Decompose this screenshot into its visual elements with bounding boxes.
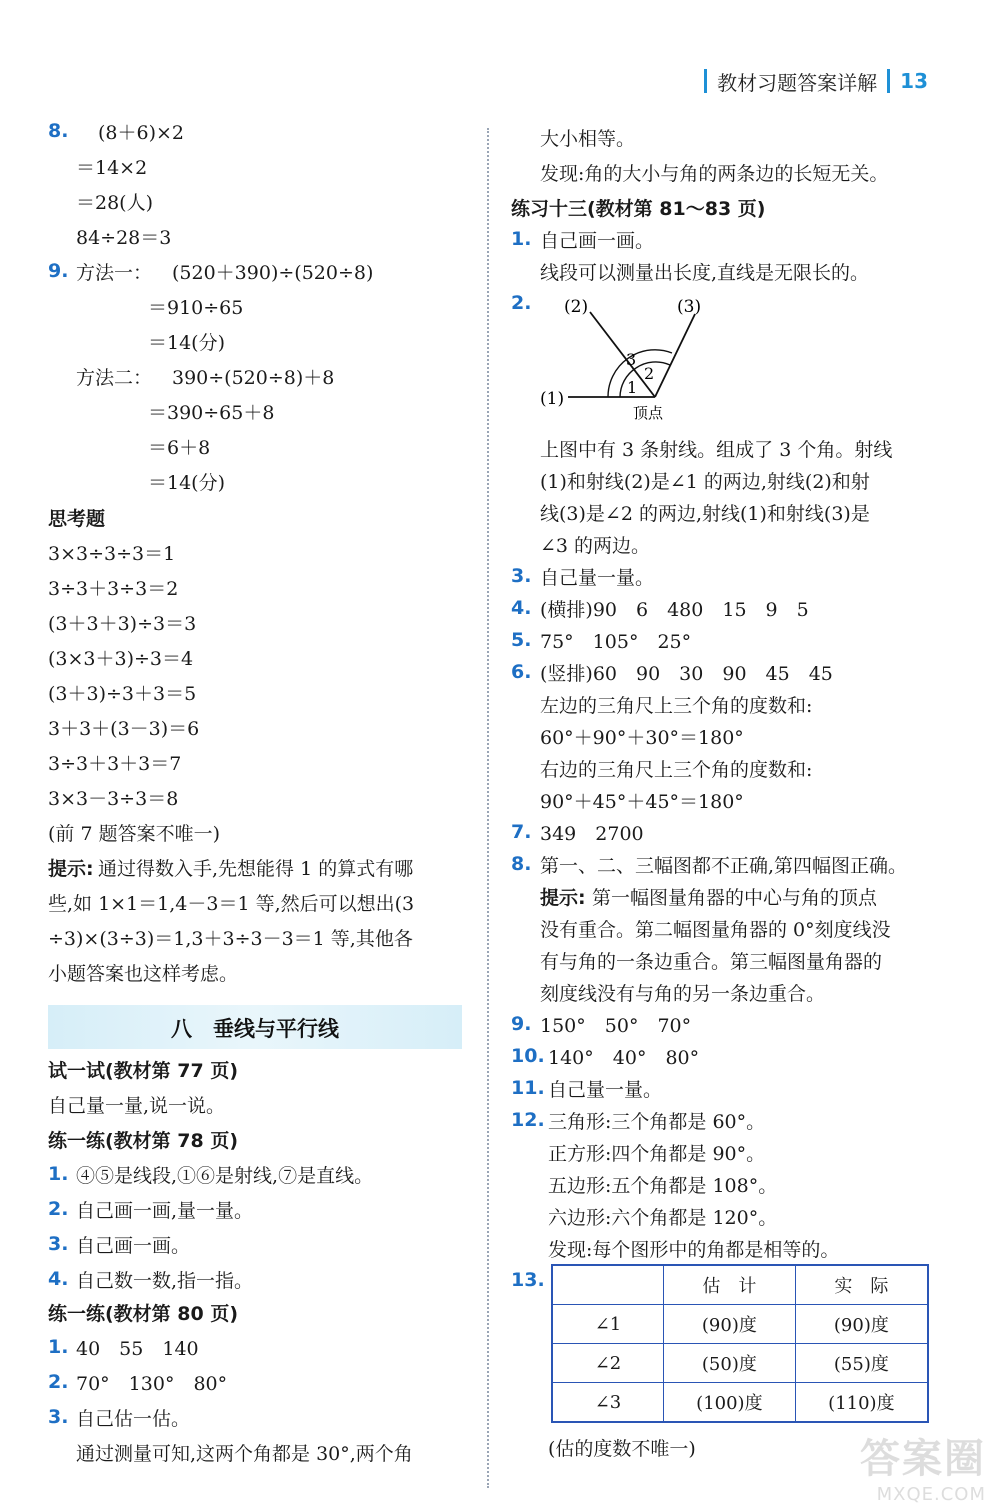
table-header-row [552, 1265, 928, 1305]
answer-line: 3÷3＋3＋3＝7 [48, 753, 182, 775]
angle-arc [608, 350, 672, 397]
section-title: 练一练(教材第 80 页) [48, 1303, 239, 1325]
answer-line: 84÷28＝3 [76, 227, 172, 249]
question-number: 8. [48, 120, 69, 142]
vertex-label: 顶点 [633, 404, 664, 422]
answer-line: 390÷(520÷8)＋8 [172, 367, 335, 389]
hint-label: 提示: [48, 858, 94, 880]
question-number: 3. [48, 1406, 69, 1428]
answer-line: 3×3－3÷3＝8 [48, 788, 179, 810]
question-number: 4. [48, 1268, 69, 1290]
hint-line: 些,如 1×1＝1,4－3＝1 等,然后可以想出(3 [48, 893, 415, 915]
hint-line: 有与角的一条边重合。第三幅图量角器的 [540, 951, 883, 973]
hint-line: 小题答案也这样考虑。 [48, 963, 239, 985]
question-number: 13. [511, 1269, 545, 1291]
answer-line: 3＋3＋(3－3)＝6 [48, 718, 200, 740]
answer-line: (横排)90 6 480 15 9 5 [540, 599, 809, 621]
answer-line: 3×3÷3÷3＝1 [48, 543, 176, 565]
header-bar [704, 69, 707, 93]
question-number: 1. [48, 1336, 69, 1358]
column-divider [487, 128, 489, 1488]
answer-line: 右边的三角尺上三个角的度数和: [540, 759, 813, 781]
answer-line: 大小相等。 [540, 128, 636, 150]
answer-line: 线(3)是∠2 的两边,射线(1)和射线(3)是 [540, 503, 870, 525]
watermark [860, 1427, 986, 1505]
hint-label: 提示: [540, 887, 586, 909]
table-cell: ∠3 [552, 1383, 664, 1423]
table-cell: ∠1 [552, 1305, 664, 1344]
answer-line: (520＋390)÷(520÷8) [172, 262, 374, 284]
answer-line: 自己量一量。 [548, 1079, 663, 1101]
header-title: 教材习题答案详解 [717, 70, 878, 95]
ray-label: (3) [677, 297, 702, 317]
angle-label: 1 [627, 378, 638, 397]
answer-line: (3＋3＋3)÷3＝3 [48, 613, 197, 635]
question-number: 11. [511, 1077, 545, 1099]
answer-line: ＝28(人) [76, 192, 154, 214]
watermark-url: MXQE.COM [876, 1484, 986, 1505]
question-number: 5. [511, 629, 532, 651]
hint-line: 通过得数入手,先想能得 1 的算式有哪 [98, 858, 414, 880]
table-cell: (100)度 [664, 1383, 796, 1423]
answer-line: 90°＋45°＋45°＝180° [540, 791, 744, 813]
table-header: 估 计 [664, 1265, 796, 1305]
hint-line: 刻度线没有与角的另一条边重合。 [540, 983, 826, 1005]
question-number: 12. [511, 1109, 545, 1131]
answer-line: 正方形:四个角都是 90°。 [548, 1143, 766, 1165]
answer-line: 三角形:三个角都是 60°。 [548, 1111, 766, 1133]
answer-line: 140° 40° 80° [548, 1047, 700, 1069]
question-number: 2. [511, 292, 532, 314]
answer-line: ∠3 的两边。 [540, 535, 651, 557]
question-number: 9. [511, 1013, 532, 1035]
answer-line: 第一、二、三幅图都不正确,第四幅图正确。 [540, 855, 908, 877]
section-title: 试一试(教材第 77 页) [48, 1060, 239, 1082]
answer-line: 自己量一量。 [540, 567, 655, 589]
question-number: 8. [511, 853, 532, 875]
question-number: 6. [511, 661, 532, 683]
answer-line: ＝14×2 [76, 157, 148, 179]
answer-line: 150° 50° 70° [540, 1015, 692, 1037]
chapter-banner [48, 1005, 462, 1049]
answer-line: 五边形:五个角都是 108°。 [548, 1175, 778, 1197]
rays-diagram [530, 290, 730, 425]
angle-table [551, 1264, 929, 1423]
question-number: 2. [48, 1371, 69, 1393]
table-row [552, 1344, 928, 1383]
question-number: 7. [511, 821, 532, 843]
question-number: 10. [511, 1045, 545, 1067]
answer-line: (竖排)60 90 30 90 45 45 [540, 663, 833, 685]
hint-line: 没有重合。第二幅图量角器的 0°刻度线没 [540, 919, 891, 941]
answer-line: 自己画一画。 [540, 230, 655, 252]
answer-line: (1)和射线(2)是∠1 的两边,射线(2)和射 [540, 471, 870, 493]
answer-line: 70° 130° 80° [76, 1373, 228, 1395]
answer-line: 六边形:六个角都是 120°。 [548, 1207, 778, 1229]
table-row [552, 1383, 928, 1423]
table-cell: (50)度 [664, 1344, 796, 1383]
chapter-title: 八 垂线与平行线 [171, 1017, 339, 1041]
watermark-logo-text: 答案圈 [860, 1436, 986, 1482]
ray-label: (2) [564, 297, 589, 317]
ray-label: (1) [540, 389, 565, 409]
question-number: 2. [48, 1198, 69, 1220]
answer-line: (8＋6)×2 [98, 122, 185, 144]
method-label: 方法二： [76, 367, 153, 389]
answer-line: 上图中有 3 条射线。组成了 3 个角。射线 [540, 439, 893, 461]
section-title: 练一练(教材第 78 页) [48, 1130, 239, 1152]
angle-label: 3 [626, 350, 637, 369]
answer-line: 左边的三角尺上三个角的度数和: [540, 695, 813, 717]
page-number: 13 [900, 69, 928, 93]
angle-label: 2 [644, 364, 655, 383]
answer-line: 自己画一画,量一量。 [76, 1200, 254, 1222]
table-row [552, 1305, 928, 1344]
question-number: 4. [511, 597, 532, 619]
header-bar [887, 69, 890, 93]
answer-line: ＝14(分) [148, 472, 226, 494]
answer-line: ＝910÷65 [148, 297, 244, 319]
answer-line: 线段可以测量出长度,直线是无限长的。 [540, 262, 870, 284]
table-cell: (110)度 [795, 1383, 928, 1423]
table-header [552, 1265, 664, 1305]
answer-line: ＝14(分) [148, 332, 226, 354]
answer-line: (3×3＋3)÷3＝4 [48, 648, 194, 670]
answer-line: ＝390÷65＋8 [148, 402, 275, 424]
section-title: 思考题 [48, 508, 106, 530]
answer-line: 40 55 140 [76, 1338, 199, 1360]
answer-line: 通过测量可知,这两个角都是 30°,两个角 [76, 1443, 413, 1465]
question-number: 3. [48, 1233, 69, 1255]
question-number: 1. [48, 1163, 69, 1185]
table-cell: (55)度 [795, 1344, 928, 1383]
question-number: 9. [48, 260, 69, 282]
hint-line: 第一幅图量角器的中心与角的顶点 [592, 887, 878, 909]
answer-line: 自己量一量,说一说。 [48, 1095, 226, 1117]
answer-line: 自己画一画。 [76, 1235, 191, 1257]
section-title: 练习十三(教材第 81～83 页) [511, 198, 766, 220]
answer-line: 349 2700 [540, 823, 644, 845]
page-header [704, 66, 928, 96]
answer-line: 75° 105° 25° [540, 631, 692, 653]
answer-line: ④⑤是线段,①⑥是射线,⑦是直线。 [76, 1165, 374, 1187]
answer-line: 自己估一估。 [76, 1408, 191, 1430]
question-number: 3. [511, 565, 532, 587]
answer-note: (估的度数不唯一) [548, 1438, 696, 1460]
answer-line: ＝6＋8 [148, 437, 211, 459]
answer-line: 自己数一数,指一指。 [76, 1270, 254, 1292]
method-label: 方法一： [76, 262, 153, 284]
answer-line: 60°＋90°＋30°＝180° [540, 727, 744, 749]
answer-note: (前 7 题答案不唯一) [48, 823, 220, 845]
table-cell: (90)度 [795, 1305, 928, 1344]
answer-line: 发现:角的大小与角的两条边的长短无关。 [540, 163, 889, 185]
hint-line: ÷3)×(3÷3)＝1,3＋3÷3－3＝1 等,其他各 [48, 928, 413, 950]
question-number: 1. [511, 228, 532, 250]
answer-line: 3÷3＋3÷3＝2 [48, 578, 179, 600]
table-header: 实 际 [795, 1265, 928, 1305]
answer-line: (3＋3)÷3＋3＝5 [48, 683, 197, 705]
answer-line: 发现:每个图形中的角都是相等的。 [548, 1239, 840, 1261]
table-cell: (90)度 [664, 1305, 796, 1344]
table-cell: ∠2 [552, 1344, 664, 1383]
ray-3-line [655, 314, 695, 397]
